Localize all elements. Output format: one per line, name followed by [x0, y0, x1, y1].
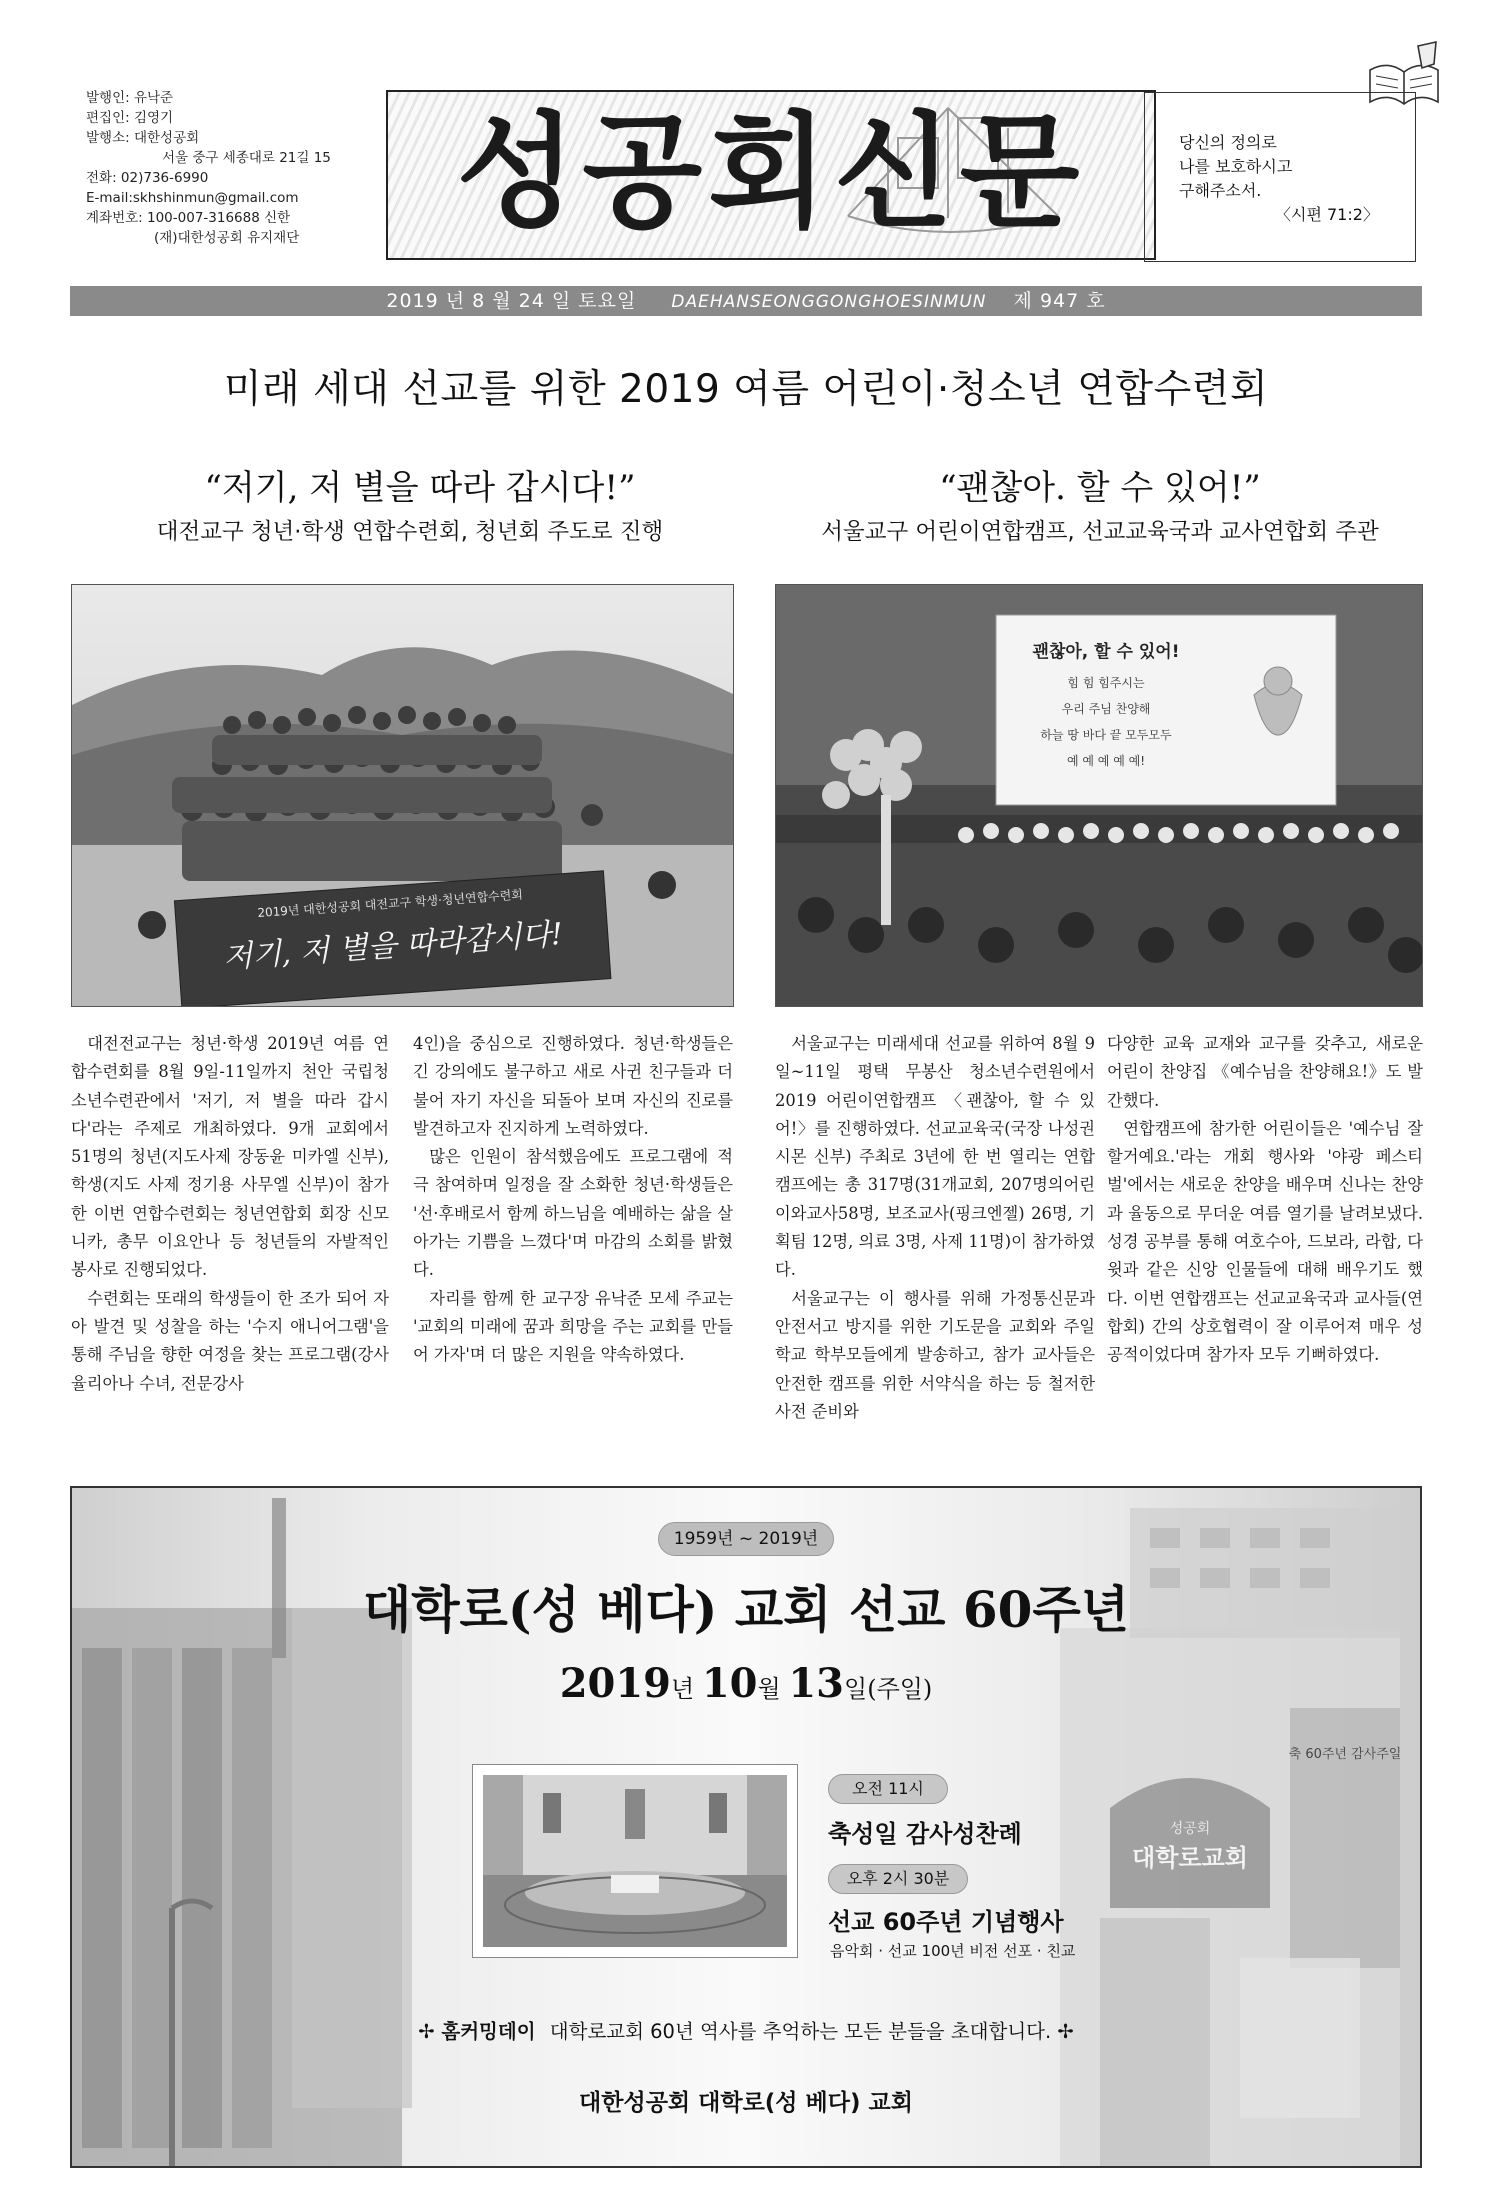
banner-caption-top: 2019년 대한성공회 대전교구 학생·청년연합수련회: [256, 887, 524, 921]
right-article-column-1: [775, 1030, 1095, 1426]
right-article-column-2: [1107, 1030, 1423, 1370]
banner-caption-main: 저기, 저 별을 따라갑시다!: [222, 916, 564, 976]
main-headline: 미래 세대 선교를 위한 2019 여름 어린이·청소년 연합수련회: [223, 367, 1269, 412]
verse-line: 구해주소서.: [1179, 181, 1262, 200]
paragraph: 대전전교구는 청년·학생 2019년 여름 연합수련회를 8월 9일-11일까지 천안 국립청소년수련관에서 '저기, 저 별을 따라 갑시다'라는 주제로 개최하였다. 9개 교회에서 51명의 청년(지도사제 장동윤 미카엘 신부), 학생(지도 사제 정기용 사무엘 신부)이 참가한 이번 연합수련회는 청년연합회 회장 신모니카, 총무 이요안나 등 청년들의 자발적인 봉사로 진행되었다.: [71, 1034, 389, 1280]
chapel-interior-illustration: [483, 1775, 787, 1947]
church-banner-text: 축 60주년 감사주일: [1288, 1747, 1402, 1762]
camp-photo-illustration: [776, 585, 1423, 1007]
office: 발행소: 대한성공회: [86, 130, 200, 146]
left-article-column-1: [71, 1030, 389, 1398]
screen-line: 우리 주님 찬양해: [1061, 702, 1151, 716]
screen-title: 괜찮아, 할 수 있어!: [1032, 642, 1180, 662]
church-sign-top: 성공회: [1169, 1821, 1211, 1837]
screen-line: 예 예 예 예 예!: [1066, 754, 1146, 768]
date-year-unit: 년: [671, 1675, 702, 1703]
event-anniversary: 선교 60주년 기념행사: [828, 1908, 1064, 1936]
date-day-unit: 일(주일): [844, 1675, 933, 1703]
right-article-quote: “괜찮아. 할 수 있어!”: [939, 468, 1261, 508]
verse-reference: 〈시편 71:2〉: [1275, 205, 1379, 224]
paragraph: 연합캠프에 참가한 어린이들은 '예수님 잘 할거예요.'라는 개회 행사와 '야광 페스티벌'에서는 새로운 찬양을 배우며 신나는 찬양과 율동으로 무더운 여름 열기를 날려보냈다. 성경 공부를 통해 여호수아, 드보라, 라합, 다윗과 같은 신앙 인물들에 대해 배우기도 했다. 이번 연합캠프는 선교교육국과 교사들(연합회) 간의 상호협력이 잘 이루어져 매우 성공적이었다며 참가자 모두 기뻐하였다.: [1107, 1118, 1423, 1365]
event-anniversary-details: 음악회 · 선교 100년 비전 선포 · 친교: [830, 1942, 1076, 1960]
date-day: 13: [788, 1660, 845, 1707]
address: 서울 중구 세종대로 21길 15: [162, 150, 331, 166]
screen-line: 힘 힘 힘주시는: [1067, 676, 1145, 690]
issue-date: 2019 년 8 월 24 일 토요일: [386, 290, 637, 312]
paragraph: 많은 인원이 참석했음에도 프로그램에 적극 참여하며 일정을 잘 소화한 청년·학생들은 '선·후배로서 함께 하느님을 예배하는 삶을 살아가는 기쁨을 느꼈다'며 마감의 소회를 밝혔다.: [413, 1147, 733, 1280]
years-badge: 1959년 ~ 2019년: [658, 1522, 834, 1556]
date-bar: [70, 286, 1422, 316]
newspaper-logo: [386, 90, 1156, 260]
right-camp-photo: [775, 584, 1423, 1007]
publication-info: [86, 88, 386, 248]
paragraph: 서울교구는 이 행사를 위해 가정통신문과 안전서고 방지를 위한 기도문을 교회와 주일학교 학부모들에게 발송하고, 참가 교사들은 안전한 캠프를 위한 서약식을 하는 등 철저한 사전 준비와: [775, 1288, 1095, 1421]
time-badge-afternoon: 오후 2시 30분: [828, 1864, 968, 1894]
ad-title: 대학로(성 베다) 교회 선교 60주년: [362, 1580, 1130, 1639]
email: E-mail:skhshinmun@gmail.com: [86, 190, 299, 206]
chapel-photo-frame: [472, 1764, 798, 1958]
left-article-column-2: [413, 1030, 733, 1370]
phone: 전화: 02)736-6990: [86, 170, 209, 186]
account: 계좌번호: 100-007-316688 신한: [86, 210, 291, 226]
left-article-quote: “저기, 저 별을 따라 갑시다!”: [204, 468, 636, 508]
paragraph: 4인)을 중심으로 진행하였다. 청년·학생들은 긴 강의에도 불구하고 새로 사귄 친구들과 더불어 자기 자신을 되돌아 보며 자신의 진로를 발견하고자 진지하게 노력하였다.: [413, 1034, 733, 1138]
right-article-subtitle: 서울교구 어린이연합캠프, 선교교육국과 교사연합회 주관: [821, 519, 1379, 545]
issue-number: 제 947 호: [1013, 290, 1106, 312]
ad-footer-church-name: 대한성공회 대학로(성 베다) 교회: [579, 2090, 913, 2116]
paragraph: 자리를 함께 한 교구장 유낙준 모세 주교는 '교회의 미래에 꿈과 희망을 주는 교회를 만들어 가자'며 더 많은 지원을 약속하였다.: [413, 1288, 733, 1365]
group-photo-illustration: [72, 585, 734, 1007]
publisher: 발행인: 유낙준: [86, 90, 174, 106]
homecoming-label: ✢ 홈커밍데이: [418, 2020, 536, 2043]
homecoming-text: 대학로교회 60년 역사를 추억하는 모든 분들을 초대합니다. ✢: [549, 2020, 1074, 2043]
left-article-subtitle: 대전교구 청년·학생 연합수련회, 청년회 주도로 진행: [156, 519, 664, 545]
date-year: 2019: [559, 1660, 672, 1707]
paragraph: 수련회는 또래의 학생들이 한 조가 되어 자아 발견 및 성찰을 하는 '수지 애니어그램'을 통해 주님을 향한 여정을 찾는 프로그램(강사 율리아나 수녀, 전문강사: [71, 1288, 389, 1393]
anniversary-advertisement: [70, 1486, 1422, 2168]
left-group-photo: [71, 584, 734, 1007]
time-badge-morning: 오전 11시: [828, 1774, 948, 1804]
screen-line: 하늘 땅 바다 끝 모두모두: [1040, 728, 1172, 742]
paragraph: 서울교구는 미래세대 선교를 위하여 8월 9일~11일 평택 무봉산 청소년수련원에서 2019 어린이연합캠프 〈괜찮아, 할 수 있어!〉를 진행하였다. 선교교육국(국장 나성권 시몬 신부) 주최로 3년에 한 번 열리는 연합캠프에는 총 317명(31개교회, 207명의어린이와교사58명, 보조교사(핑크엔젤) 26명, 기획팀 12명, 의료 3명, 사제 11명)이 참가하였다.: [775, 1034, 1095, 1280]
verse-line: 당신의 정의로: [1179, 133, 1277, 152]
date-month-unit: 월: [757, 1675, 789, 1703]
event-date: [72, 1660, 1420, 1707]
account-holder: (재)대한성공회 유지재단: [154, 230, 300, 246]
verse-line: 나를 보호하시고: [1179, 157, 1293, 176]
paragraph: 다양한 교육 교재와 교구를 갖추고, 새로운 어린이 찬양집 《예수님을 찬양해요!》도 발간했다.: [1107, 1034, 1423, 1110]
homecoming-invitation: [72, 2016, 1420, 2044]
church-sign-main: 대학로교회: [1132, 1844, 1248, 1872]
bible-verse-box: [1144, 92, 1416, 262]
editor: 편집인: 김영기: [86, 110, 174, 126]
newspaper-title: 성공회신문: [456, 101, 1086, 245]
event-thanksgiving: 축성일 감사성찬례: [828, 1820, 1022, 1848]
latin-title: DAEHANSEONGGONGHOESINMUN: [671, 292, 987, 312]
date-month: 10: [701, 1660, 758, 1707]
